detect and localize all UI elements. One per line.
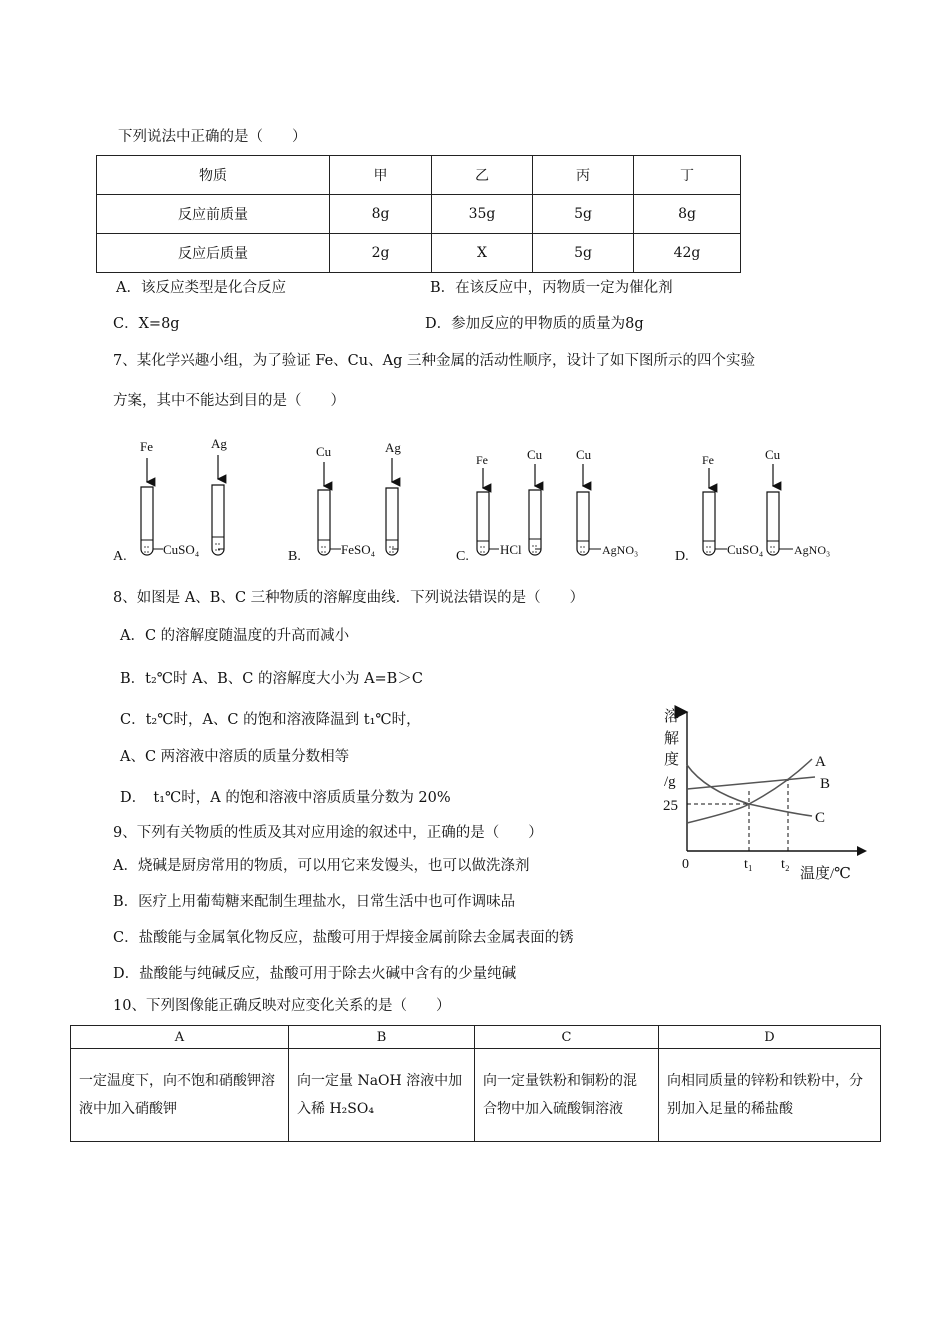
cell: X (432, 234, 533, 273)
q10-table (70, 1025, 881, 1142)
q10-stem: 10、下列图像能正确反映对应变化关系的是（ ） (113, 998, 451, 1014)
metal-label: Cu (527, 447, 543, 462)
solution-label: AgNO₃ (602, 543, 639, 557)
y-axis-label: 溶解度/g (664, 709, 680, 790)
test-tube (529, 490, 541, 555)
solution-label: CuSO₄ (727, 542, 764, 557)
test-tube (477, 492, 489, 555)
q8-stem: 8、如图是 A、B、C 三种物质的溶解度曲线．下列说法错误的是（ ） (113, 590, 585, 606)
q6-option-a: A．该反应类型是化合反应 (116, 280, 286, 296)
test-tube (318, 490, 330, 555)
legend-a: A (815, 754, 826, 770)
cell: 一定温度下，向不饱和硝酸钾溶液中加入硝酸钾 (71, 1049, 289, 1142)
metal-label: Fe (476, 453, 488, 467)
q8-option-c-line1: C．t₂℃时，A、C 的饱和溶液降温到 t₁℃时， (120, 712, 421, 728)
header-cell: B (289, 1026, 475, 1049)
option-label: B. (288, 549, 301, 564)
metal-label: Cu (765, 447, 781, 462)
q8-option-a: A．C 的溶解度随温度的升高而减小 (120, 628, 350, 644)
q7-stem-line2: 方案，其中不能达到目的是（ ） (113, 393, 345, 409)
header-cell: C (475, 1026, 659, 1049)
test-tube (767, 492, 779, 555)
legend-c: C (815, 810, 826, 826)
test-tube (703, 492, 715, 555)
cell: 向一定量 NaOH 溶液中加入稀 H₂SO₄ (289, 1049, 475, 1142)
metal-label: Ag (211, 436, 227, 451)
cell: 5g (533, 234, 634, 273)
q6-stem: 下列说法中正确的是（ ） (118, 129, 307, 145)
header-cell: 物质 (97, 156, 330, 195)
q6-option-d: D．参加反应的甲物质的质量为8g (425, 316, 644, 332)
liquid-levels (141, 537, 779, 541)
header-cell: 甲 (330, 156, 432, 195)
cell: 向一定量铁粉和铜粉的混合物中加入硫酸铜溶液 (475, 1049, 659, 1142)
header-cell: 乙 (432, 156, 533, 195)
q9-stem: 9、下列有关物质的性质及其对应用途的叙述中，正确的是（ ） (113, 825, 543, 841)
metal-label: Fe (702, 453, 714, 467)
solution-label: HCl (500, 542, 522, 557)
metal-label: Cu (576, 447, 592, 462)
cell: 8g (634, 195, 741, 234)
option-label: A. (113, 549, 127, 564)
header-cell: 丁 (634, 156, 741, 195)
q7-stem-line1: 7、某化学兴趣小组，为了验证 Fe、Cu、Ag 三种金属的活动性顺序，设计了如下图所示的四个实验 (113, 353, 755, 369)
solubility-chart (663, 712, 867, 882)
q9-option-d: D．盐酸能与纯碱反应，盐酸可用于除去火碱中含有的少量纯碱 (113, 966, 517, 982)
cell: 反应前质量 (97, 195, 330, 234)
y-tick: 25 (663, 798, 678, 814)
test-tube (212, 485, 224, 555)
test-tube (386, 488, 398, 555)
test-tube (577, 492, 589, 555)
metal-label: Ag (385, 440, 401, 455)
q6-option-b: B．在该反应中，丙物质一定为催化剂 (430, 280, 673, 296)
table-header-row (71, 1026, 881, 1049)
q9-option-a: A．烧碱是厨房常用的物质，可以用它来发馒头，也可以做洗涤剂 (113, 858, 530, 874)
q9-option-b: B．医疗上用葡萄糖来配制生理盐水，日常生活中也可作调味品 (113, 894, 516, 910)
cell: 8g (330, 195, 432, 234)
option-label: C. (456, 549, 469, 564)
q8-option-d: D． t₁℃时，A 的饱和溶液中溶质质量分数为 20% (120, 790, 451, 806)
q6-option-c: C．X=8g (113, 316, 180, 332)
legend-b: B (820, 776, 831, 792)
x-axis-arrow-icon (857, 846, 867, 856)
x-tick: t₂ (781, 857, 790, 872)
cell: 5g (533, 195, 634, 234)
header-cell: 丙 (533, 156, 634, 195)
q8-option-b: B．t₂℃时 A、B、C 的溶解度大小为 A=B＞C (120, 671, 423, 687)
x-tick: t₁ (744, 857, 753, 872)
cell: 反应后质量 (97, 234, 330, 273)
q8-option-c-line2: A、C 两溶液中溶质的质量分数相等 (120, 749, 350, 765)
metal-label: Cu (316, 444, 332, 459)
table-row (71, 1049, 881, 1142)
solution-label: FeSO₄ (341, 542, 376, 557)
test-tube (141, 487, 153, 555)
cell: 42g (634, 234, 741, 273)
q9-option-c: C．盐酸能与金属氧化物反应，盐酸可用于焊接金属前除去金属表面的锈 (113, 930, 574, 946)
header-cell: A (71, 1026, 289, 1049)
cell: 35g (432, 195, 533, 234)
cell: 2g (330, 234, 432, 273)
arrows (147, 455, 773, 488)
solution-label: CuSO₄ (163, 542, 200, 557)
x-label: 温度/℃ (800, 866, 851, 882)
cell: 向相同质量的锌粉和铁粉中，分别加入足量的稀盐酸 (659, 1049, 881, 1142)
option-label: D. (675, 549, 689, 564)
header-cell: D (659, 1026, 881, 1049)
solution-label: AgNO₃ (794, 543, 831, 557)
x-tick: 0 (682, 857, 689, 872)
metal-label: Fe (140, 439, 153, 454)
